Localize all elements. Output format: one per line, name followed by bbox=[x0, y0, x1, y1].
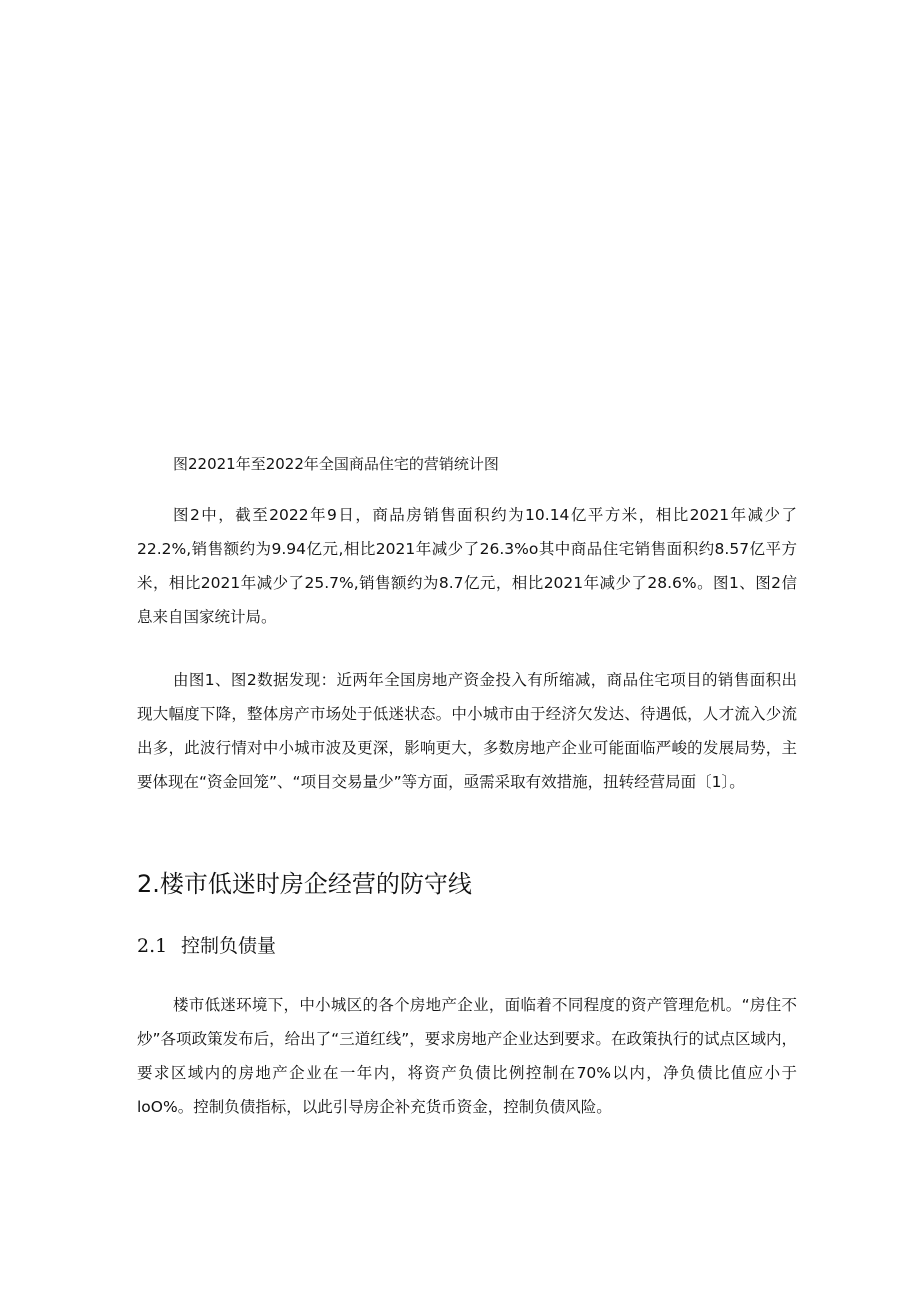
paragraph-figure-description: 图2中，截至2022年9日，商品房销售面积约为10.14亿平方米，相比2021年减少了22.2%,销售额约为9.94亿元,相比2021年减少了26.3%o其中商品住宅销售面积约8.57亿平方米，相比2021年减少了25.7%,销售额约为8.7亿元，相比2021年减少了28.6%。图1、图2信息来自国家统计局。 bbox=[137, 506, 797, 626]
section-heading: 2.楼市低迷时房企经营的防守线 bbox=[137, 870, 472, 898]
subsection-heading bbox=[137, 931, 276, 961]
subsection-title: 控制负债量 bbox=[181, 935, 277, 957]
paragraph-debt-control: 楼市低迷环境下，中小城区的各个房地产企业，面临着不同程度的资产管理危机。“房住不炒”各项政策发布后，给出了“三道红线”，要求房地产企业达到要求。在政策执行的试点区域内，要求区域内的房地产企业在一年内，将资产负债比例控制在70%以内，净负债比值应小于loO%。控制负债指标，以此引导房企补充货币资金，控制负债风险。 bbox=[137, 996, 797, 1116]
paragraph-data-analysis: 由图1、图2数据发现：近两年全国房地产资金投入有所缩减，商品住宅项目的销售面积出现大幅度下降，整体房产市场处于低迷状态。中小城市由于经济欠发达、待遇低，人才流入少流出多，此波行情对中小城市波及更深，影响更大，多数房地产企业可能面临严峻的发展局势，主要体现在“资金回笼”、“项目交易量少”等方面，亟需采取有效措施，扭转经营局面〔1〕。 bbox=[137, 671, 797, 791]
figure-caption: 图22021年至2022年全国商品住宅的营销统计图 bbox=[173, 455, 499, 473]
subsection-number: 2.1 bbox=[137, 935, 168, 957]
